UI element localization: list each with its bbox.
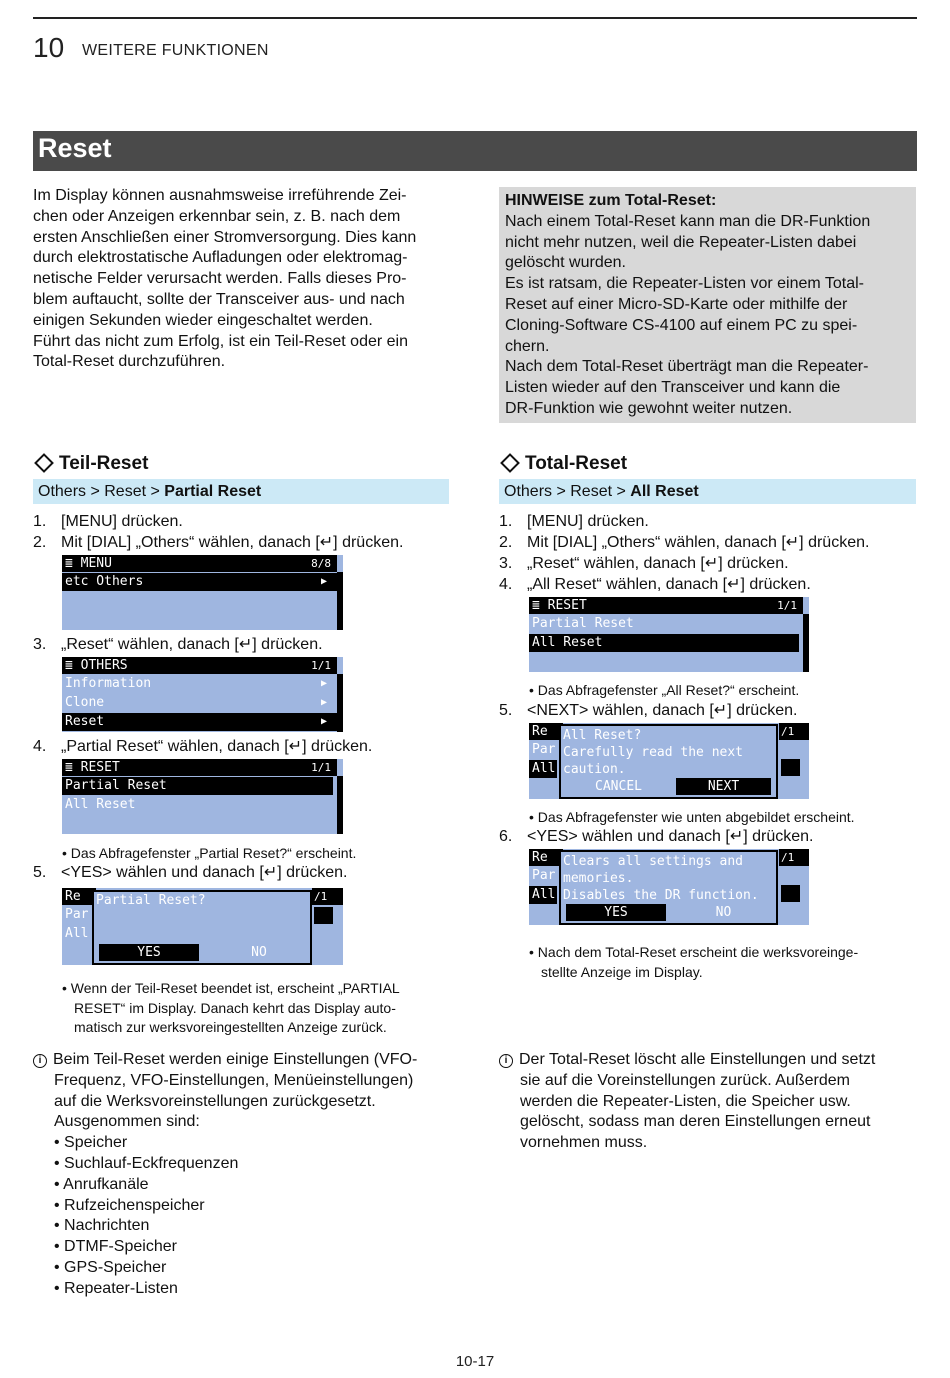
right-arrow-icon: ▶ (320, 716, 327, 727)
step-text: Mit [DIAL] „Others“ wählen, danach [↵] drücken. (61, 534, 404, 551)
lcd-row-text: All Reset (532, 635, 603, 650)
step-number: 3. (33, 636, 47, 653)
dialog-buttons (94, 944, 310, 961)
note-line: gelöscht wurden. (505, 254, 626, 272)
teil-bullet-1: • Das Abfragefenster „Partial Reset?“ erscheint. (62, 845, 357, 861)
total-reset-title: Total-Reset (525, 453, 628, 474)
lcd-scrollbar (337, 572, 343, 630)
step-number: 1. (33, 513, 47, 530)
total-bullet-1: • Das Abfragefenster „All Reset?“ erscheint. (529, 682, 800, 698)
dialog-text: Clears all settings and (563, 854, 744, 869)
lcd-title-bar (529, 597, 803, 614)
next-button[interactable]: NEXT (676, 778, 771, 795)
lcd-row-text: Clone (65, 695, 105, 710)
intro-line: ersten Anschließen einer Stromversorgung. Dies kann (33, 228, 417, 246)
note-line: chern. (505, 337, 550, 355)
right-arrow-icon: ▶ (320, 697, 327, 708)
yes-button[interactable]: YES (99, 944, 199, 961)
note-line: Nach dem Total-Reset überträgt man die Repeater- (505, 358, 869, 376)
lcd-page: 1/1 (311, 659, 331, 672)
total-step-4 (499, 575, 811, 596)
exception-item: • Repeater-Listen (54, 1279, 178, 1297)
lcd-row-selected (62, 777, 333, 795)
no-button[interactable]: NO (715, 905, 732, 920)
total-info (499, 1050, 929, 1154)
lcd-block (314, 907, 333, 924)
step-number: 6. (499, 828, 513, 845)
lcd-row-text: Partial Reset (532, 616, 634, 631)
lcd-row (529, 615, 799, 633)
clear-settings-dialog (559, 850, 778, 925)
lcd-page-bar (779, 723, 809, 740)
lcd-title: Re (532, 850, 548, 865)
partial-reset-dialog (92, 890, 312, 965)
path-target: Partial Reset (164, 483, 262, 500)
lcd-page: /1 (314, 890, 328, 903)
exception-item: • DTMF-Speicher (54, 1238, 177, 1256)
section-title: Reset (38, 133, 112, 163)
total-reset-heading (499, 453, 627, 475)
intro-line: chen oder Anzeigen erkennbar sein, z. B. nach dem (33, 207, 401, 225)
diamond-icon (500, 453, 520, 473)
step-number: 2. (499, 534, 513, 551)
step-number: 4. (33, 738, 47, 755)
lcd-row (62, 675, 337, 693)
step-number: 4. (499, 576, 513, 593)
lcd-reset-screen (62, 759, 343, 834)
lcd-title-bar (62, 759, 337, 776)
info-line: Der Total-Reset löscht alle Einstellungen und setzt (519, 1051, 876, 1068)
intro-paragraph (33, 186, 473, 373)
lcd-row-selected (529, 634, 799, 652)
intro-line: Total-Reset durchzuführen. (33, 353, 226, 371)
teil-bullet-2 (62, 979, 400, 1038)
teil-step-2 (33, 533, 403, 554)
lcd-block (781, 885, 800, 902)
lcd-page: /1 (781, 851, 795, 864)
dialog-text: caution. (563, 762, 626, 777)
step-text: „Partial Reset“ wählen, danach [↵] drücken. (61, 738, 373, 755)
exception-item: • Rufzeichenspeicher (54, 1196, 205, 1214)
lcd-title-bar (62, 888, 96, 905)
all-reset-dialog (559, 724, 778, 799)
lcd-clear-dialog-screen (529, 849, 809, 925)
exception-item: • Anrufkanäle (54, 1175, 149, 1193)
info-line: vornehmen muss. (520, 1134, 648, 1152)
lcd-scrollbar (803, 614, 809, 672)
exception-item: • Nachrichten (54, 1217, 150, 1235)
step-text: [MENU] drücken. (61, 513, 183, 530)
intro-line: netische Felder verursacht werden. Falls dieses Pro- (33, 270, 407, 288)
lcd-title-bar (62, 555, 337, 572)
info-line: Ausgenommen sind: (54, 1113, 200, 1131)
lcd-row-text: Par (532, 742, 556, 757)
exception-item: • GPS-Speicher (54, 1258, 167, 1276)
total-step-3 (499, 554, 789, 575)
lcd-menu-screen (62, 555, 343, 630)
info-line: Frequenz, VFO-Einstellungen, Menüeinstellungen) (54, 1071, 414, 1089)
lcd-page: /1 (781, 725, 795, 738)
lcd-scrollbar (337, 776, 343, 834)
step-text: „Reset“ wählen, danach [↵] drücken. (527, 555, 789, 572)
bullet-line: stellte Anzeige im Display. (541, 963, 703, 980)
note-line: Reset auf einer Micro-SD-Karte oder mithilfe der (505, 295, 848, 313)
total-menu-path (499, 479, 916, 504)
lcd-row-text: Reset (65, 714, 105, 729)
step-text: [MENU] drücken. (527, 513, 649, 530)
exception-item: • Suchlauf-Eckfrequenzen (54, 1154, 239, 1172)
lcd-all-dialog-screen (529, 723, 809, 799)
step-text: „Reset“ wählen, danach [↵] drücken. (61, 636, 323, 653)
bullet-line: • Nach dem Total-Reset erscheint die werksvoreinge- (529, 944, 859, 960)
dialog-buttons (561, 904, 776, 921)
lcd-row (62, 694, 337, 712)
info-line: auf die Werksvoreinstellungen zurückgesetzt. (54, 1092, 376, 1110)
lcd-title: ≣ MENU (65, 556, 112, 571)
info-line: sie auf die Voreinstellungen zurück. Außerdem (520, 1071, 850, 1089)
step-number: 2. (33, 534, 47, 551)
note-heading: HINWEISE zum Total-Reset: (505, 192, 717, 209)
intro-line: Im Display können ausnahmsweise irreführende Zei- (33, 187, 407, 204)
intro-line: blem auftaucht, sollte der Transceiver aus- und nach (33, 290, 405, 308)
teil-step-4 (33, 737, 372, 758)
step-text: „All Reset“ wählen, danach [↵] drücken. (527, 576, 811, 593)
lcd-page-bar (779, 849, 809, 866)
teil-reset-heading (33, 453, 148, 475)
note-line: Listen wieder auf den Transceiver und kann die (505, 379, 841, 397)
lcd-page: 1/1 (311, 761, 331, 774)
step-number: 1. (499, 513, 513, 530)
lcd-scrollbar (337, 674, 343, 732)
note-line: Es ist ratsam, die Repeater-Listen vor einem Total- (505, 275, 864, 293)
step-text: <NEXT> wählen, danach [↵] drücken. (527, 702, 798, 719)
total-step-5 (499, 701, 797, 722)
header-rule (33, 17, 917, 19)
lcd-page: 1/1 (777, 599, 797, 612)
lcd-title-bar (62, 657, 337, 674)
lcd-title: Re (532, 724, 548, 739)
total-bullet-3 (529, 943, 858, 982)
teil-step-5 (33, 863, 347, 884)
note-line: nicht mehr nutzen, weil die Repeater-Listen dabei (505, 233, 857, 251)
lcd-row-text: Par (65, 907, 89, 922)
dialog-text: Disables the DR function. (563, 888, 759, 903)
dialog-text: All Reset? (563, 728, 642, 743)
lcd-row-text: All Reset (65, 797, 136, 812)
info-line: gelöscht, sodass man deren Einstellungen erneut (520, 1113, 871, 1131)
note-box (499, 187, 916, 423)
lcd-row-others (62, 573, 337, 591)
total-step-1 (499, 512, 649, 533)
lcd-title: Re (65, 889, 81, 904)
dialog-text: Carefully read the next (563, 745, 744, 760)
no-button[interactable]: NO (251, 945, 267, 960)
intro-line: durch elektrostatische Aufladungen oder elektromag- (33, 249, 408, 267)
lcd-page: 8/8 (311, 557, 331, 570)
lcd-row-selected (62, 713, 337, 731)
lcd-title-bar (529, 723, 563, 740)
lcd-row-text: Partial Reset (65, 778, 167, 793)
teil-step-1 (33, 512, 183, 533)
path-target: All Reset (630, 483, 699, 500)
lcd-row-text: Par (532, 868, 556, 883)
chapter-number: 10 (33, 32, 65, 63)
lcd-row-text: Information (65, 676, 152, 691)
lcd-block (781, 759, 800, 776)
lcd-row-text: All (529, 760, 557, 778)
bullet-line: RESET“ im Display. Danach kehrt das Display auto- (74, 999, 396, 1016)
path-prefix: Others > Reset > (504, 483, 631, 500)
lcd-page-bar (312, 888, 343, 905)
yes-button[interactable]: YES (566, 904, 666, 921)
intro-line: Führt das nicht zum Erfolg, ist ein Teil-Reset oder ein (33, 332, 408, 350)
teil-reset-title: Teil-Reset (59, 453, 149, 474)
info-line: Beim Teil-Reset werden einige Einstellungen (VFO- (53, 1051, 418, 1068)
path-prefix: Others > Reset > (38, 483, 165, 500)
cancel-button[interactable]: CANCEL (595, 779, 642, 794)
teil-step-3 (33, 635, 323, 656)
right-arrow-icon: ▶ (320, 576, 327, 587)
step-text: Mit [DIAL] „Others“ wählen, danach [↵] drücken. (527, 534, 870, 551)
bullet-line: • Wenn der Teil-Reset beendet ist, erscheint „PARTIAL (62, 980, 400, 996)
exception-item: • Speicher (54, 1134, 128, 1152)
step-number: 5. (499, 702, 513, 719)
teil-menu-path (33, 479, 449, 504)
lcd-title: ≣ RESET (532, 598, 587, 613)
note-line: Nach einem Total-Reset kann man die DR-Funktion (505, 212, 871, 230)
lcd-row-text: etc Others (65, 574, 144, 589)
diamond-icon (34, 453, 54, 473)
right-arrow-icon: ▶ (320, 678, 327, 689)
total-bullet-2: • Das Abfragefenster wie unten abgebildet erscheint. (529, 809, 855, 825)
intro-line: einigen Sekunden wieder eingeschaltet werden. (33, 311, 373, 329)
teil-info (33, 1050, 463, 1300)
lcd-title-bar (529, 849, 563, 866)
total-step-2 (499, 533, 869, 554)
dialog-buttons (561, 778, 776, 795)
total-step-6 (499, 827, 813, 848)
section-banner (33, 131, 917, 171)
info-icon: i (499, 1054, 513, 1068)
step-text: <YES> wählen und danach [↵] drücken. (61, 864, 348, 881)
step-text: <YES> wählen und danach [↵] drücken. (527, 828, 814, 845)
note-line: Cloning-Software CS-4100 auf einem PC zu spei- (505, 316, 858, 334)
bullet-line: matisch zur werksvoreingestellten Anzeige zurück. (74, 1019, 387, 1035)
page-number: 10-17 (455, 1353, 495, 1370)
step-number: 5. (33, 864, 47, 881)
lcd-reset-screen-all (529, 597, 809, 672)
chapter-title: WEITERE FUNKTIONEN (82, 42, 269, 59)
lcd-row-text: All (529, 886, 557, 904)
lcd-others-screen (62, 657, 343, 732)
step-number: 3. (499, 555, 513, 572)
info-icon: i (33, 1054, 47, 1068)
lcd-row-text: All (65, 926, 89, 941)
dialog-text: Partial Reset? (96, 893, 206, 908)
lcd-title: ≣ OTHERS (65, 658, 128, 673)
info-line: werden die Repeater-Listen, die Speicher usw. (520, 1092, 851, 1110)
lcd-row (62, 796, 333, 814)
dialog-text: memories. (563, 871, 634, 886)
lcd-partial-dialog-screen (62, 888, 343, 965)
lcd-title: ≣ RESET (65, 760, 120, 775)
note-line: DR-Funktion wie gewohnt weiter nutzen. (505, 399, 793, 417)
